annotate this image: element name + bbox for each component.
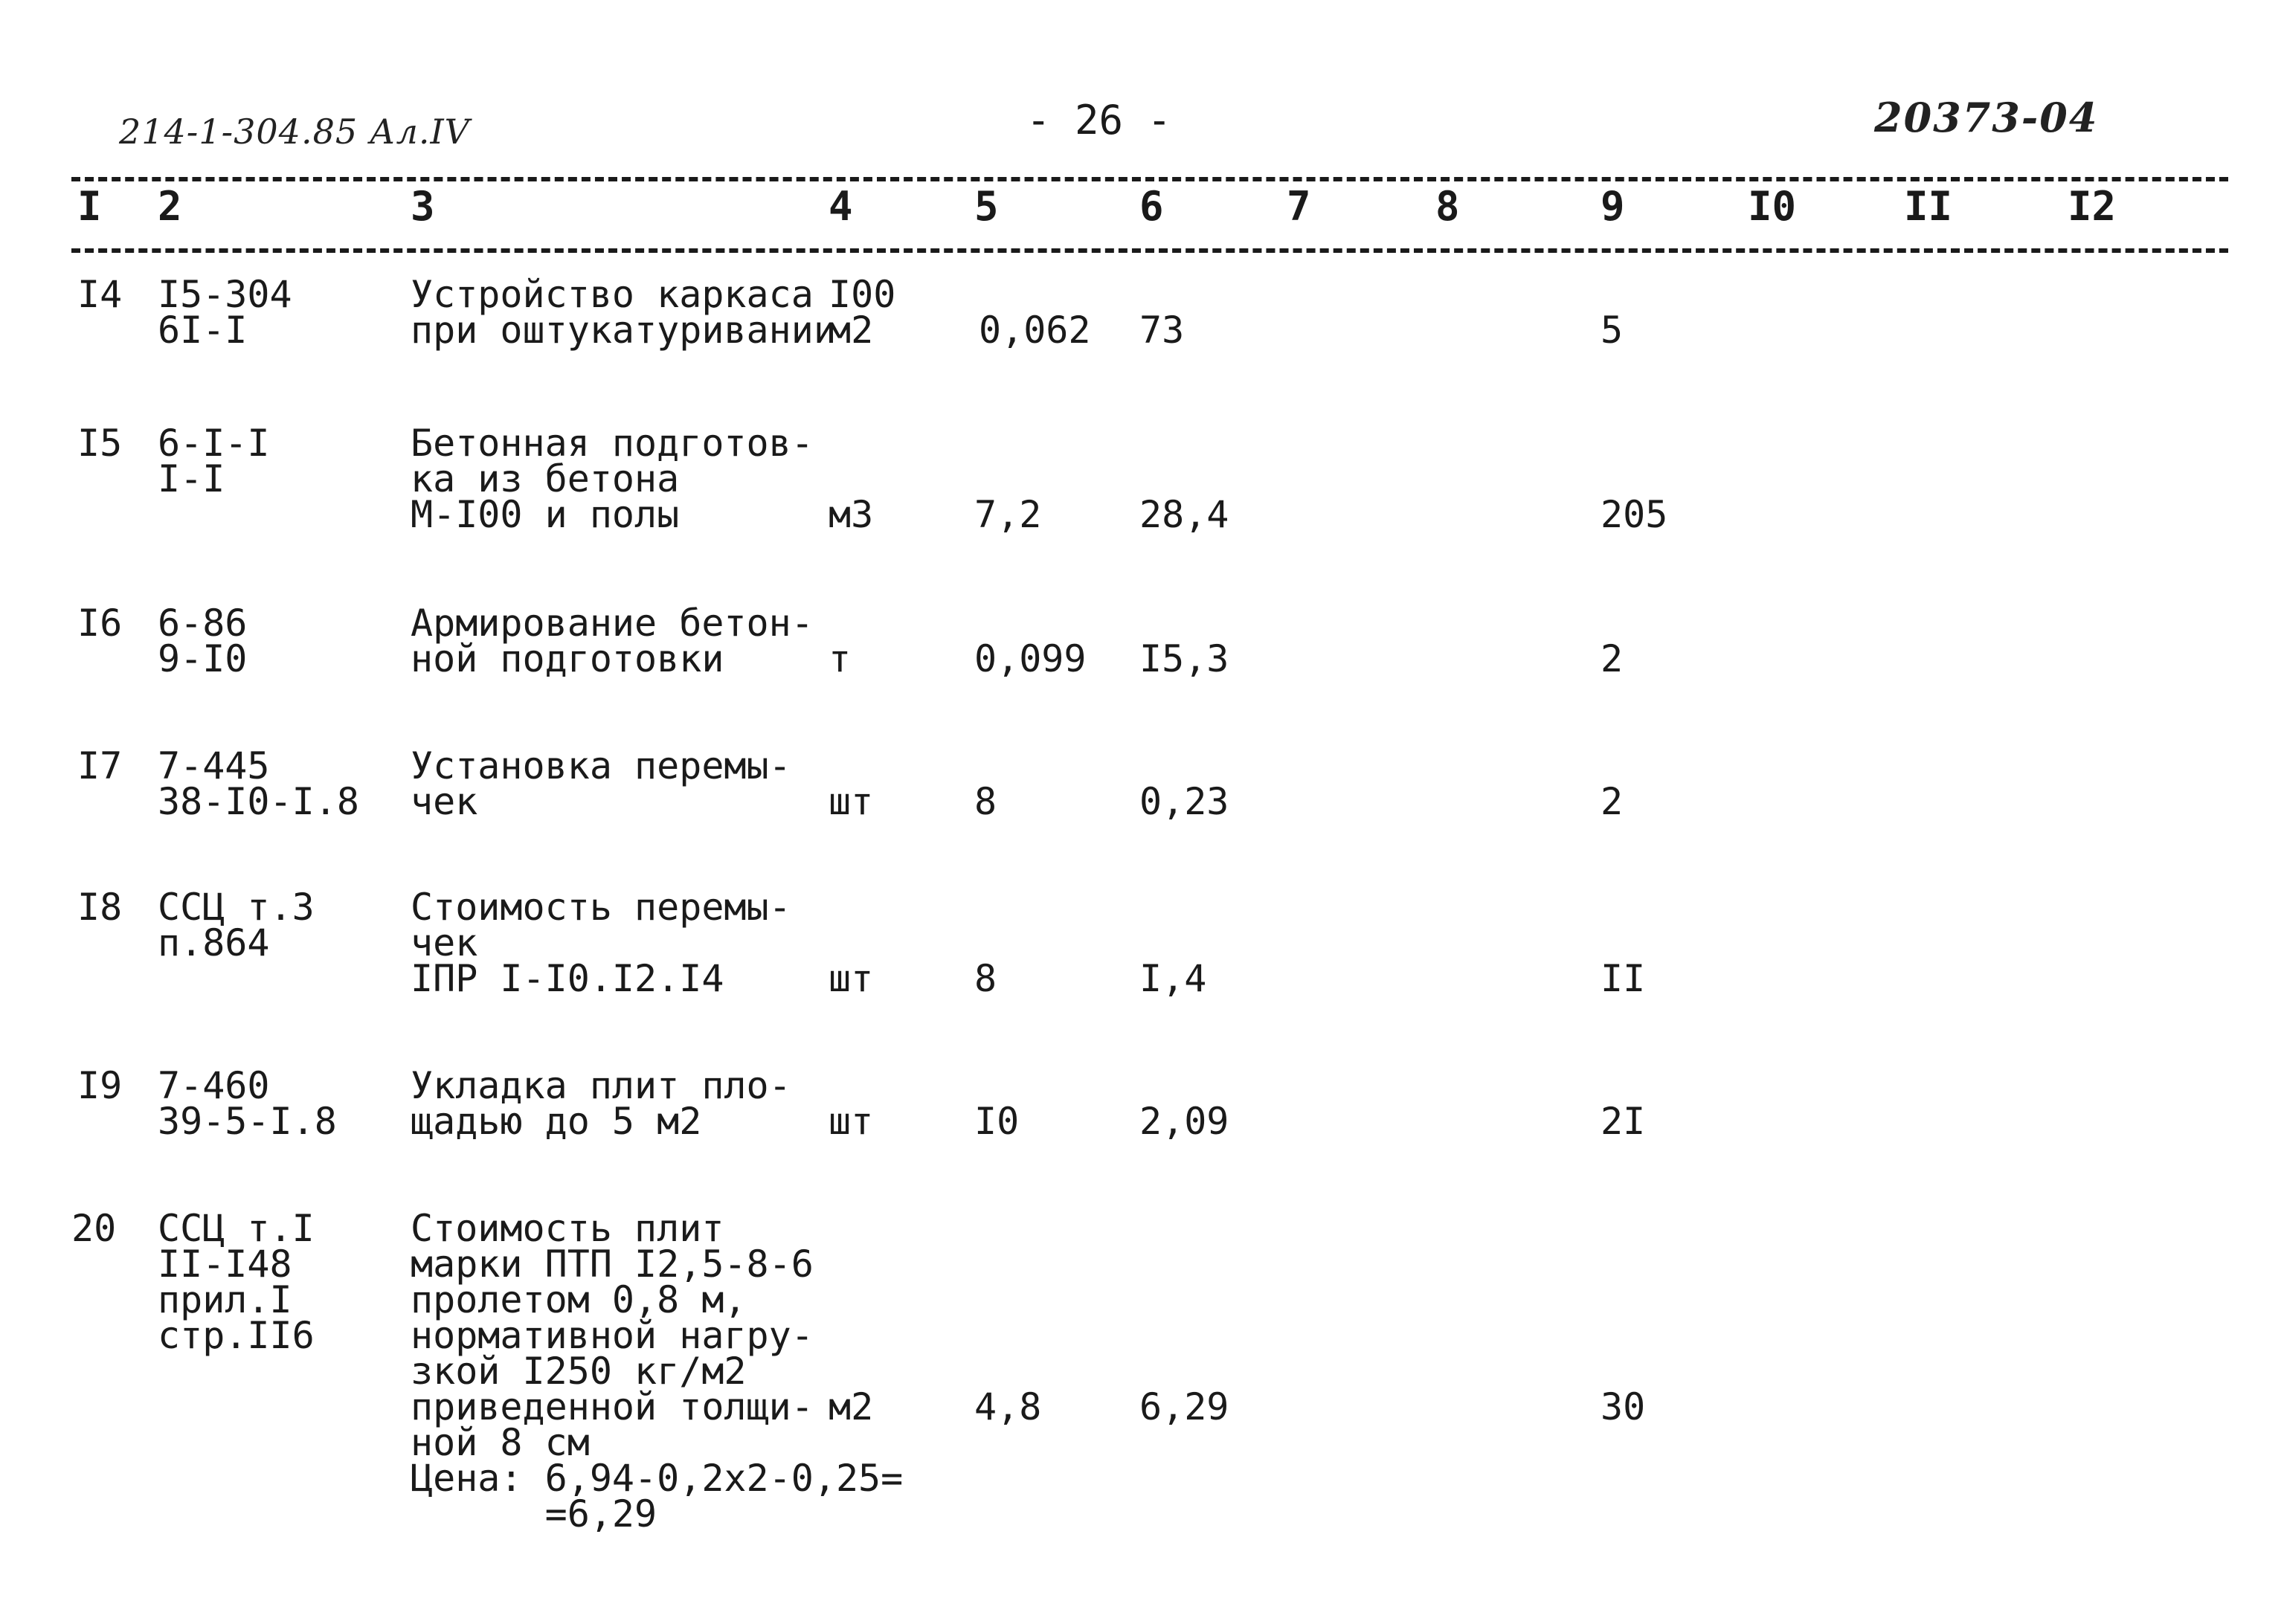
row-number: I8 [77, 886, 123, 929]
row-total: 205 [1601, 493, 1668, 536]
row-number: I5 [77, 422, 123, 465]
row-quantity: I0 [974, 1100, 1020, 1143]
row-unit: I00 м2 [829, 273, 896, 352]
row-total: II [1601, 957, 1646, 1000]
row-name: Устройство каркаса при оштукатуривании [411, 273, 836, 352]
document-number: 20373-04 [1874, 94, 2099, 141]
row-quantity: 0,062 [979, 309, 1091, 352]
row-code: ССЦ т.I II-I48 прил.I стр.II6 [158, 1207, 315, 1357]
column-header: 3 [411, 183, 435, 230]
row-total: 2 [1601, 780, 1624, 823]
column-header: I [77, 183, 102, 230]
row-unit: шт [829, 780, 874, 823]
row-total: 5 [1601, 309, 1624, 352]
column-header: 5 [974, 183, 999, 230]
row-unit: м3 [829, 493, 874, 536]
column-header: II [1904, 183, 1953, 230]
row-unit: шт [829, 1100, 874, 1143]
column-header: I2 [2068, 183, 2117, 230]
row-quantity: 7,2 [974, 493, 1042, 536]
row-quantity: 8 [974, 957, 997, 1000]
row-price: 2,09 [1139, 1100, 1229, 1143]
row-name: Бетонная подготов- ка из бетона М-I00 и полы [411, 422, 814, 536]
row-price: 73 [1139, 309, 1185, 352]
row-total: 2I [1601, 1100, 1646, 1143]
column-header: 9 [1601, 183, 1625, 230]
row-price: 6,29 [1139, 1385, 1229, 1428]
row-price: I5,3 [1139, 637, 1229, 680]
row-number: I4 [77, 273, 123, 316]
row-code: 7-460 39-5-I.8 [158, 1064, 337, 1143]
column-header: 8 [1435, 183, 1460, 230]
row-code: I5-304 6I-I [158, 273, 292, 352]
column-header: 7 [1287, 183, 1311, 230]
table-top-rule [71, 177, 2228, 181]
row-number: 20 [71, 1207, 117, 1250]
row-unit: т [829, 637, 852, 680]
row-code: ССЦ т.3 п.864 [158, 886, 315, 964]
row-code: 6-I-I I-I [158, 422, 270, 500]
row-code: 6-86 9-I0 [158, 602, 248, 680]
row-number: I9 [77, 1064, 123, 1107]
row-number: I7 [77, 744, 123, 787]
row-total: 30 [1601, 1385, 1646, 1428]
row-total: 2 [1601, 637, 1624, 680]
row-price: 0,23 [1139, 780, 1229, 823]
row-name: Стоимость перемы- чек IПР I-I0.I2.I4 [411, 886, 791, 1000]
row-price: 28,4 [1139, 493, 1229, 536]
column-header: 6 [1139, 183, 1164, 230]
row-name: Стоимость плит марки ПТП I2,5-8-6 пролетом 0,8 м, нормативной нагру- зкой I250 кг/м2 приведенной толщи- ной 8 см Цена: 6,94-0,2х2-0,25= =6,29 [411, 1207, 904, 1536]
table-header-rule [71, 248, 2228, 253]
row-unit: шт [829, 957, 874, 1000]
row-code: 7-445 38-I0-I.8 [158, 744, 359, 823]
row-name: Установка перемы- чек [411, 744, 791, 823]
column-header: 4 [829, 183, 853, 230]
row-quantity: 4,8 [974, 1385, 1042, 1428]
row-quantity: 0,099 [974, 637, 1087, 680]
row-number: I6 [77, 602, 123, 645]
column-header: 2 [158, 183, 182, 230]
page-number: - 26 - [1026, 97, 1172, 144]
column-header: I0 [1748, 183, 1797, 230]
row-price: I,4 [1139, 957, 1207, 1000]
row-unit: м2 [829, 1385, 874, 1428]
document-code: 214-1-304.85 Ал.IV [119, 112, 470, 152]
row-name: Армирование бетон- ной подготовки [411, 602, 814, 680]
row-quantity: 8 [974, 780, 997, 823]
row-name: Укладка плит пло- щадью до 5 м2 [411, 1064, 791, 1143]
